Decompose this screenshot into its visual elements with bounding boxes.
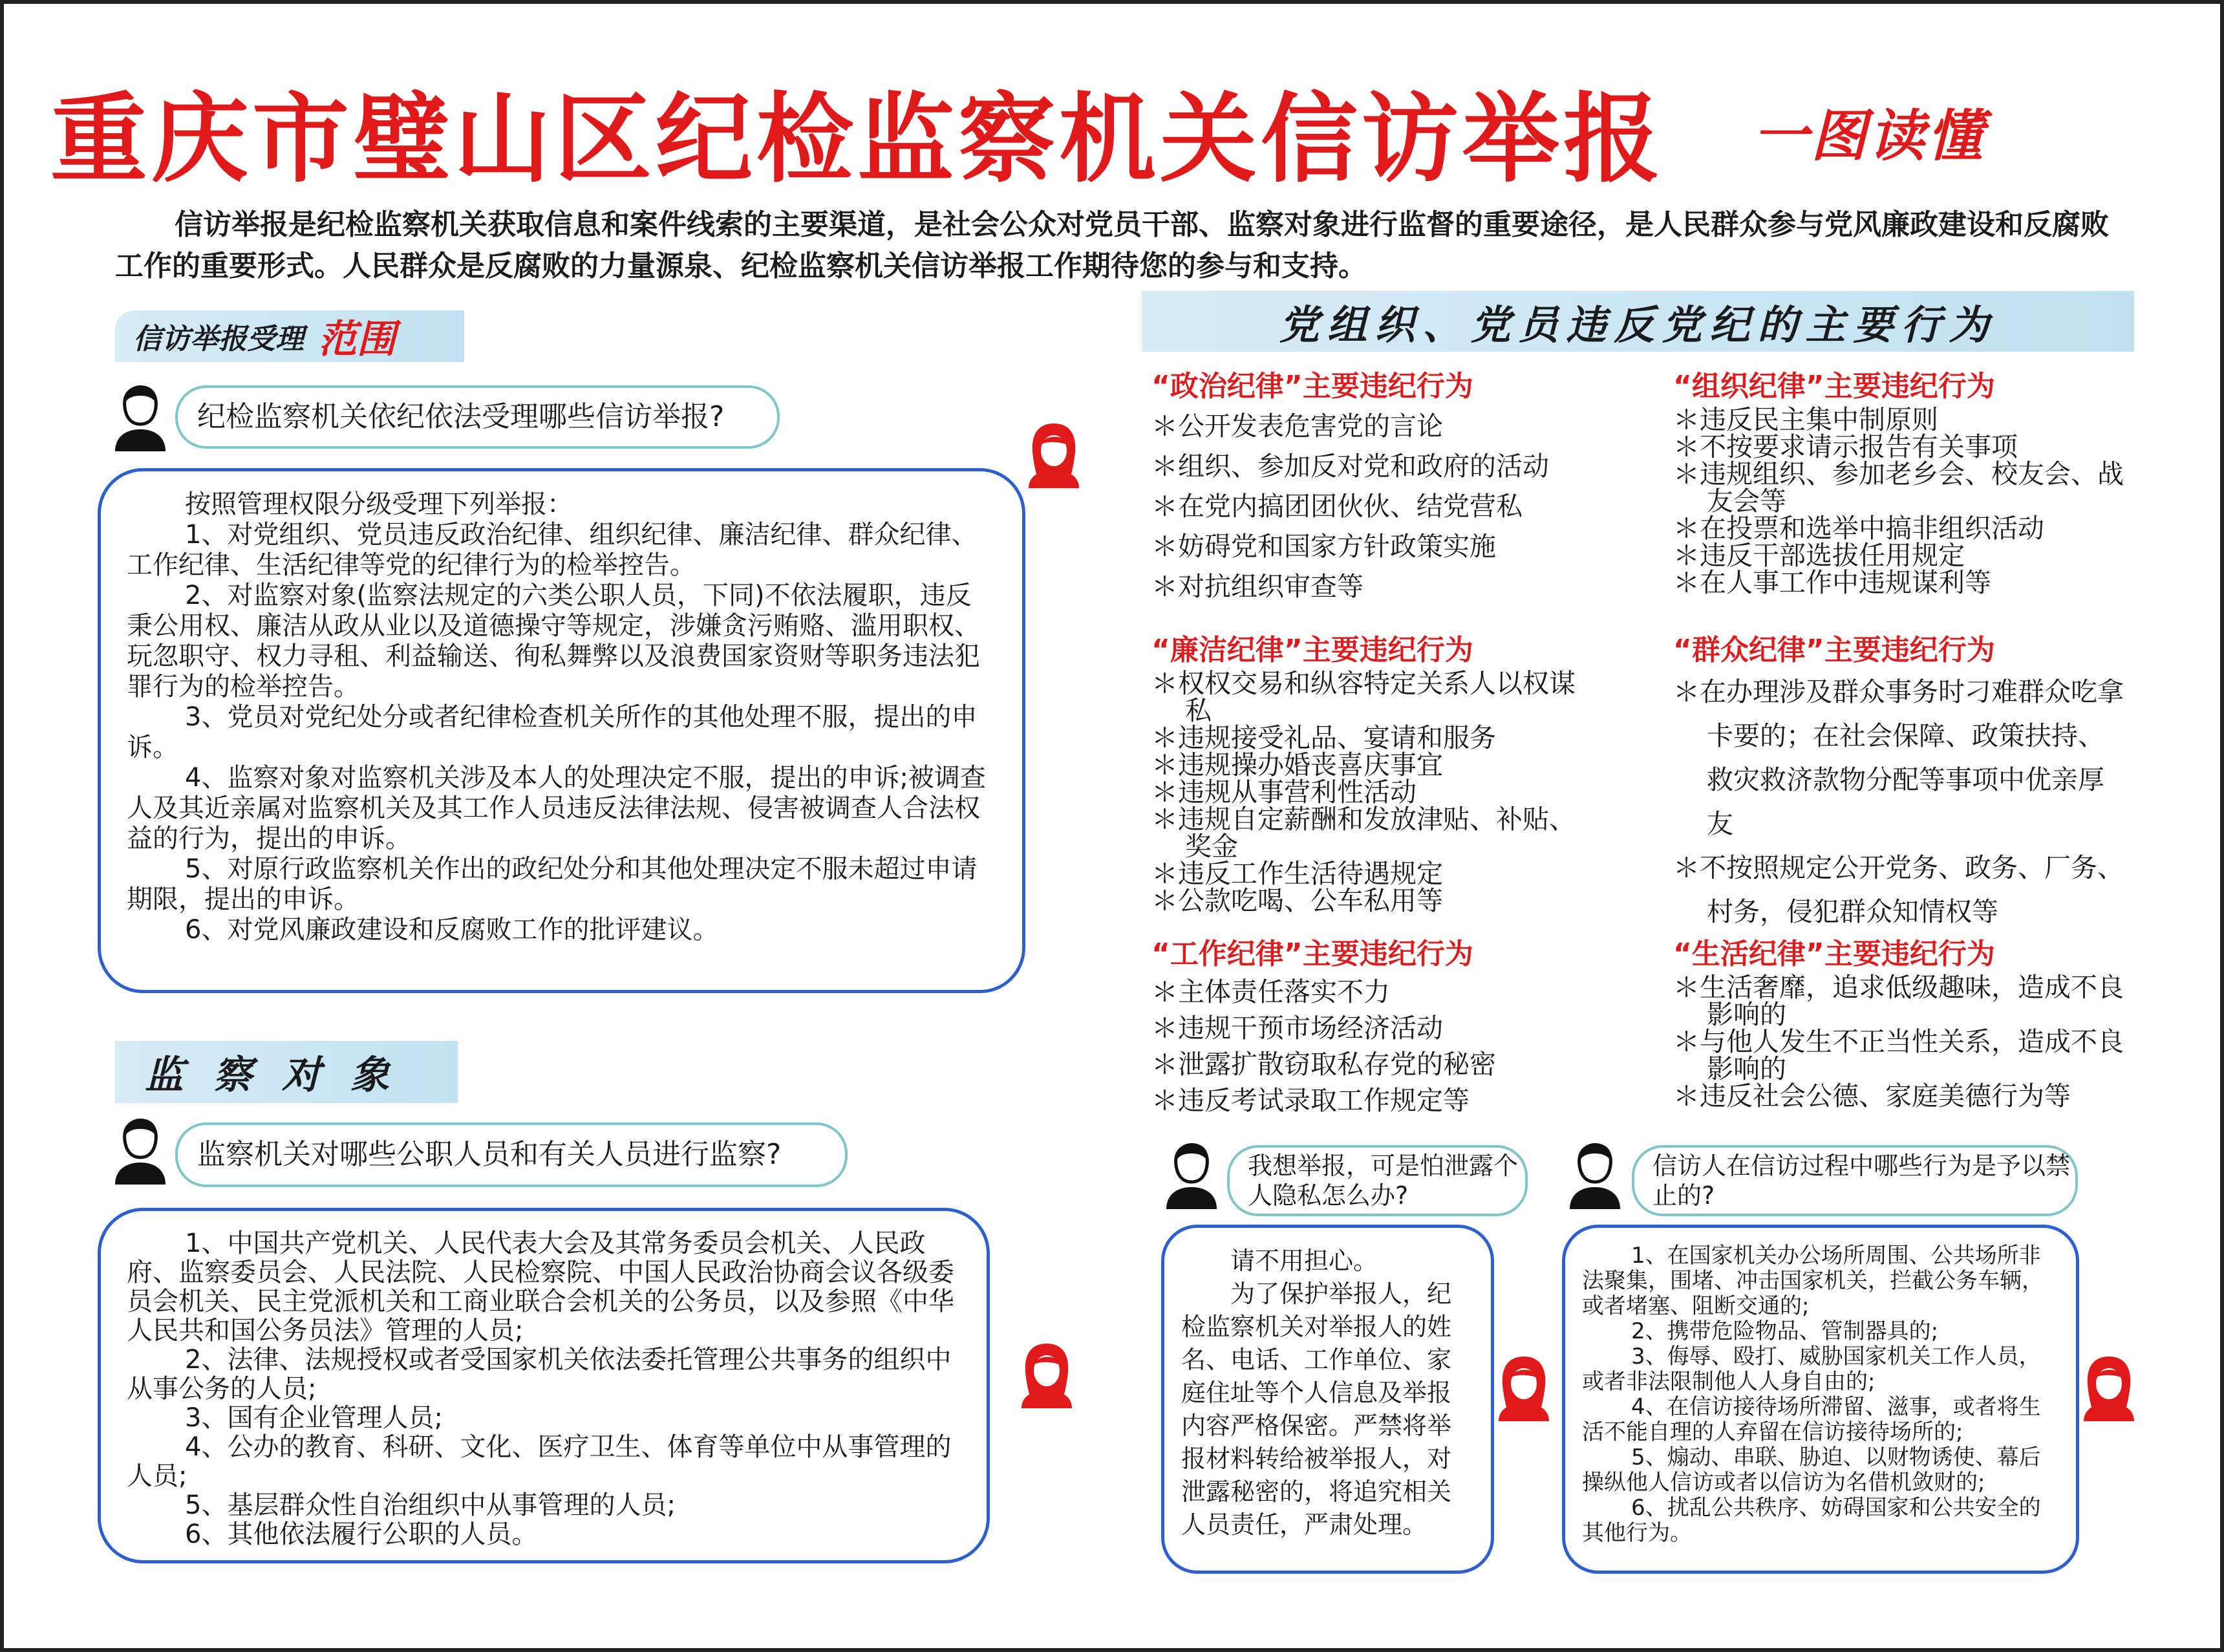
organization-discipline-item: ＊不按要求请示报告有关事项 bbox=[1673, 431, 2018, 462]
work-discipline-item: ＊违规干预市场经济活动 bbox=[1151, 1013, 1443, 1044]
supervise-question: 监察机关对哪些公职人员和有关人员进行监察? bbox=[197, 1138, 782, 1171]
male-user-icon bbox=[1568, 1142, 1621, 1209]
violations-band bbox=[1142, 291, 2134, 352]
poster-subtitle: 一图读懂 bbox=[1753, 104, 1985, 169]
male-user-icon bbox=[114, 1117, 167, 1185]
organization-discipline-item: ＊违反民主集中制原则 bbox=[1673, 404, 1938, 435]
supervise-answer-line: 4、公办的教育、科研、文化、医疗卫生、体育等单位中从事管理的人员; bbox=[127, 1432, 952, 1491]
scope-answer-line: 1、对党组织、党员违反政治纪律、组织纪律、廉洁纪律、群众纪律、工作纪律、生活纪律等党的纪律行为的检举控告。 bbox=[127, 520, 978, 580]
life-discipline-item: ＊与他人发生不正当性关系，造成不良影响的 bbox=[1673, 1026, 2124, 1084]
organization-discipline-item: ＊在投票和选举中搞非组织活动 bbox=[1673, 513, 2044, 544]
life-discipline-item: ＊生活奢靡，追求低级趣味，造成不良影响的 bbox=[1673, 972, 2124, 1030]
female-user-icon bbox=[1020, 1341, 1073, 1408]
scope-band bbox=[115, 310, 464, 362]
scope-answer-line: 2、对监察对象(监察法规定的六类公职人员，下同)不依法履职，违反秉公用权、廉洁从政从业以及道德操守等规定，涉嫌贪污贿赂、滥用职权、玩忽职守、权力寻租、利益输送、徇私舞弊以及浪费国家资财等职务违法犯罪行为的检举控告。 bbox=[127, 581, 980, 702]
political-discipline-item: ＊在党内搞团团伙伙、结党营私 bbox=[1151, 491, 1523, 522]
life-discipline-section bbox=[1673, 935, 2126, 1110]
privacy-question-bubble bbox=[1227, 1145, 1528, 1216]
work-discipline-item: ＊泄露扩散窃取私存党的秘密 bbox=[1151, 1049, 1496, 1080]
integrity-discipline-item: ＊违规接受礼品、宴请和服务 bbox=[1151, 722, 1496, 753]
organization-discipline-item: ＊在人事工作中违规谋利等 bbox=[1673, 567, 1991, 598]
intro-paragraph: 信访举报是纪检监察机关获取信息和案件线索的主要渠道，是社会公众对党员干部、监察对象进行监督的重要途径，是人民群众参与党风廉政建设和反腐败工作的重要形式。人民群众是反腐败的力量源泉、纪检监察机关信访举报工作期待您的参与和支持。 bbox=[115, 208, 2109, 283]
work-discipline-item: ＊主体责任落实不力 bbox=[1151, 976, 1390, 1007]
work-discipline-section bbox=[1151, 935, 1604, 1119]
integrity-discipline-item: ＊违规从事营利性活动 bbox=[1151, 777, 1417, 808]
prohibited-question-bubble bbox=[1632, 1145, 2078, 1216]
supervise-answer-bubble bbox=[98, 1208, 990, 1563]
supervise-band-label: 监察对象 bbox=[145, 1053, 419, 1098]
prohibited-answer-line: 2、携带危险物品、管制器具的; bbox=[1631, 1318, 1939, 1344]
life-discipline-title: “生活纪律”主要违纪行为 bbox=[1673, 938, 1995, 971]
prohibited-answer-line: 3、侮辱、殴打、威胁国家机关工作人员，或者非法限制他人人身自由的; bbox=[1582, 1344, 2041, 1395]
female-user-icon bbox=[2082, 1354, 2135, 1421]
scope-answer-line: 4、监察对象对监察机关涉及本人的处理决定不服，提出的申诉;被调查人及其近亲属对监察机关及其工作人员违反法律法规、侵害被调查人合法权益的行为，提出的申诉。 bbox=[127, 763, 986, 853]
integrity-discipline-item: ＊违反工作生活待遇规定 bbox=[1151, 858, 1443, 889]
supervise-answer-line: 2、法律、法规授权或者受国家机关依法委托管理公共事务的组织中从事公务的人员; bbox=[127, 1345, 952, 1404]
integrity-discipline-title: “廉洁纪律”主要违纪行为 bbox=[1151, 634, 1473, 667]
violations-band-label: 党组织、党员违反党纪的主要行为 bbox=[1279, 301, 1997, 349]
work-discipline-item: ＊违反考试录取工作规定等 bbox=[1151, 1085, 1470, 1116]
life-discipline-item: ＊违反社会公德、家庭美德行为等 bbox=[1673, 1080, 2071, 1111]
organization-discipline-item: ＊违反干部选拔任用规定 bbox=[1673, 540, 1965, 571]
integrity-discipline-item: ＊公款吃喝、公车私用等 bbox=[1151, 885, 1443, 916]
supervise-answer-line: 5、基层群众性自治组织中从事管理的人员; bbox=[185, 1490, 676, 1520]
prohibited-answer-bubble bbox=[1562, 1225, 2079, 1574]
political-discipline-item: ＊对抗组织审查等 bbox=[1151, 571, 1363, 602]
prohibited-answer-line: 5、煽动、串联、胁迫、以财物诱使、幕后操纵他人信访或者以信访为名借机敛财的; bbox=[1582, 1444, 2041, 1496]
scope-answer-line: 5、对原行政监察机关作出的政纪处分和其他处理决定不服未超过申请期限，提出的申诉。 bbox=[127, 854, 978, 914]
political-discipline-title: “政治纪律”主要违纪行为 bbox=[1151, 370, 1473, 403]
organization-discipline-item: ＊违规组织、参加老乡会、校友会、战友会等 bbox=[1673, 458, 2124, 517]
supervise-answer-line: 6、其他依法履行公职的人员。 bbox=[185, 1519, 538, 1549]
prohibited-answer-line: 1、在国家机关办公场所周围、公共场所非法聚集，围堵、冲击国家机关，拦截公务车辆，或者堵塞、阻断交通的; bbox=[1582, 1243, 2044, 1319]
political-discipline-item: ＊公开发表危害党的言论 bbox=[1151, 411, 1443, 442]
political-discipline-section bbox=[1151, 367, 1630, 606]
masses-discipline-item: ＊在办理涉及群众事务时刁难群众吃拿卡要的；在社会保障、政策扶持、救灾救济款物分配等事项中优亲厚友 bbox=[1673, 676, 2124, 839]
male-user-icon bbox=[1165, 1142, 1218, 1209]
prohibited-answer-line: 6、扰乱公共秩序、妨碍国家和公共安全的其他行为。 bbox=[1582, 1495, 2041, 1546]
privacy-answer-line: 为了保护举报人，纪检监察机关对举报人的姓名、电话、工作单位、家庭住址等个人信息及举报内容严格保密。严禁将举报材料转给被举报人，对泄露秘密的，将追究相关人员责任，严肃处理。 bbox=[1181, 1280, 1452, 1539]
supervise-answer-line: 1、中国共产党机关、人民代表大会及其常务委员会机关、人民政府、监察委员会、人民法院、人民检察院、中国人民政治协商会议各级委员会机关、民主党派机关和工商业联合会机关的公务员，以及参照《中华人民共和国公务员法》管理的人员; bbox=[127, 1228, 954, 1346]
organization-discipline-title: “组织纪律”主要违纪行为 bbox=[1673, 370, 1995, 403]
prohibited-question: 信访人在信访过程中哪些行为是予以禁止的? bbox=[1652, 1152, 2071, 1210]
privacy-answer-bubble bbox=[1161, 1225, 1494, 1574]
scope-question-bubble bbox=[175, 385, 780, 449]
supervise-band bbox=[115, 1041, 458, 1103]
male-user-icon bbox=[114, 384, 167, 451]
scope-answer-line: 6、对党风廉政建设和反腐败工作的批评建议。 bbox=[185, 915, 719, 945]
masses-discipline-title: “群众纪律”主要违纪行为 bbox=[1673, 634, 1995, 667]
scope-band-accent: 范围 bbox=[318, 317, 396, 362]
scope-question: 纪检监察机关依纪依法受理哪些信访举报? bbox=[197, 400, 725, 433]
political-discipline-item: ＊组织、参加反对党和政府的活动 bbox=[1151, 451, 1549, 482]
female-user-icon bbox=[1497, 1354, 1550, 1421]
integrity-discipline-item: ＊违规操办婚丧喜庆事宜 bbox=[1151, 749, 1443, 780]
scope-answer-line: 按照管理权限分级受理下列举报： bbox=[185, 489, 573, 519]
supervise-question-bubble bbox=[175, 1122, 848, 1187]
organization-discipline-section bbox=[1673, 367, 2126, 596]
privacy-answer-line: 请不用担心。 bbox=[1230, 1247, 1378, 1275]
integrity-discipline-item: ＊违规自定薪酬和发放津贴、补贴、奖金 bbox=[1151, 804, 1576, 862]
privacy-question: 我想举报，可是怕泄露个人隐私怎么办? bbox=[1248, 1152, 1519, 1210]
masses-discipline-section bbox=[1673, 631, 2126, 934]
scope-band-main: 信访举报受理 bbox=[133, 323, 304, 356]
integrity-discipline-section bbox=[1151, 631, 1591, 914]
female-user-icon bbox=[1027, 421, 1080, 488]
integrity-discipline-item: ＊权权交易和纵容特定关系人以权谋私 bbox=[1151, 668, 1576, 726]
masses-discipline-item: ＊不按照规定公开党务、政务、厂务、村务，侵犯群众知情权等 bbox=[1673, 852, 2124, 927]
supervise-answer-line: 3、国有企业管理人员; bbox=[185, 1403, 443, 1433]
prohibited-answer-line: 4、在信访接待场所滞留、滋事，或者将生活不能自理的人弃留在信访接待场所的; bbox=[1582, 1394, 2041, 1445]
poster-title: 重庆市璧山区纪检监察机关信访举报 bbox=[50, 83, 1664, 196]
scope-answer-line: 3、党员对党纪处分或者纪律检查机关所作的其他处理不服，提出的申诉。 bbox=[127, 702, 978, 762]
work-discipline-title: “工作纪律”主要违纪行为 bbox=[1151, 938, 1473, 971]
scope-answer-bubble bbox=[98, 468, 1025, 993]
political-discipline-item: ＊妨碍党和国家方针政策实施 bbox=[1151, 531, 1496, 562]
